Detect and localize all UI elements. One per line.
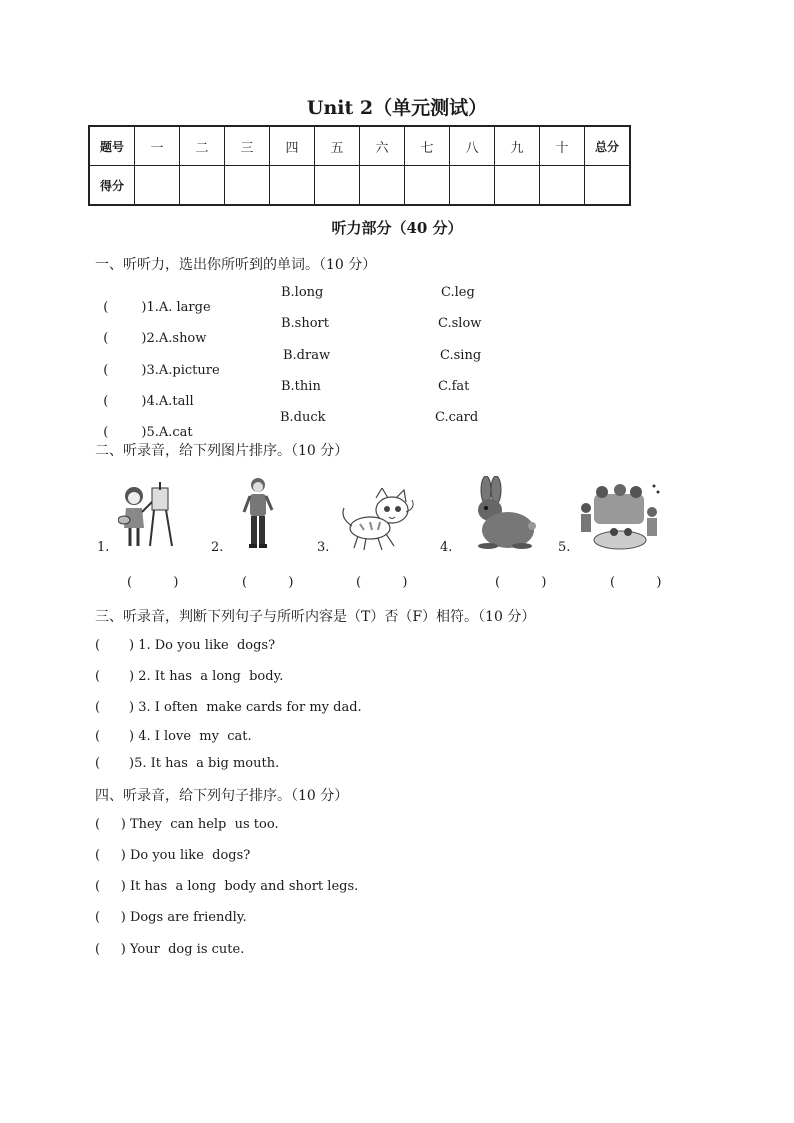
picture-number-1: 1. bbox=[97, 540, 110, 555]
section-subtitle: 听力部分（40 分） bbox=[331, 219, 463, 237]
section4-heading: 四、听录音，给下列句子排序。（10 分） bbox=[95, 788, 349, 804]
section3-heading: 三、听录音，判断下列句子与所听内容是（T）否（F）相符。（10 分） bbox=[95, 609, 536, 625]
score-cell: 八 bbox=[450, 126, 495, 166]
score-cell-total: 总分 bbox=[585, 126, 631, 166]
score-blank[interactable] bbox=[225, 166, 270, 206]
score-blank[interactable] bbox=[540, 166, 585, 206]
score-cell: 十 bbox=[540, 126, 585, 166]
s4-sentence-2: ( ) Do you like dogs? bbox=[95, 848, 251, 863]
picture-number-3: 3. bbox=[317, 540, 330, 555]
s1-q2-option-b: B.short bbox=[281, 316, 329, 331]
score-cell: 七 bbox=[405, 126, 450, 166]
s1-q1-option-c: C.leg bbox=[441, 285, 475, 300]
picture-answer-blank-2[interactable]: ( ) bbox=[242, 575, 294, 590]
score-cell: 一 bbox=[135, 126, 180, 166]
s1-q2-option-c: C.slow bbox=[438, 316, 482, 331]
s3-statement-5: ( )5. It has a big mouth. bbox=[95, 756, 280, 771]
girl-painting-image bbox=[118, 480, 180, 552]
s1-q2-option-a: ( )2.A.show bbox=[103, 331, 207, 346]
s1-q3-option-b: B.draw bbox=[283, 348, 331, 363]
s4-sentence-3: ( ) It has a long body and short legs. bbox=[95, 879, 359, 894]
picture-answer-blank-1[interactable]: ( ) bbox=[127, 575, 179, 590]
score-table-score-row bbox=[89, 166, 630, 206]
section2-heading: 二、听录音，给下列图片排序。（10 分） bbox=[95, 443, 349, 459]
score-row-label: 得分 bbox=[89, 166, 135, 206]
s4-sentence-5: ( ) Your dog is cute. bbox=[95, 942, 245, 957]
s1-q4-option-c: C.fat bbox=[438, 379, 470, 394]
s1-q5-option-a: ( )5.A.cat bbox=[103, 425, 193, 440]
s1-q1-option-b: B.long bbox=[281, 285, 324, 300]
score-cell: 九 bbox=[495, 126, 540, 166]
s1-q1-option-a: ( )1.A. large bbox=[103, 300, 211, 315]
cat-image bbox=[336, 488, 416, 552]
section1-heading: 一、听听力，选出你所听到的单词。（10 分） bbox=[95, 257, 377, 273]
s3-statement-2: ( ) 2. It has a long body. bbox=[95, 669, 284, 684]
picture-number-5: 5. bbox=[558, 540, 571, 555]
s4-sentence-4: ( ) Dogs are friendly. bbox=[95, 910, 247, 925]
score-blank[interactable] bbox=[450, 166, 495, 206]
s1-q4-option-b: B.thin bbox=[281, 379, 321, 394]
picture-number-4: 4. bbox=[440, 540, 453, 555]
score-cell: 四 bbox=[270, 126, 315, 166]
s3-statement-3: ( ) 3. I often make cards for my dad. bbox=[95, 700, 362, 715]
rabbit-image bbox=[466, 476, 536, 550]
picture-answer-blank-4[interactable]: ( ) bbox=[495, 575, 547, 590]
s3-statement-4: ( ) 4. I love my cat. bbox=[95, 729, 252, 744]
picture-answer-blank-3[interactable]: ( ) bbox=[356, 575, 408, 590]
s1-q5-option-c: C.card bbox=[435, 410, 479, 425]
score-cell-label: 题号 bbox=[89, 126, 135, 166]
score-cell: 二 bbox=[180, 126, 225, 166]
s1-q5-option-b: B.duck bbox=[280, 410, 326, 425]
s3-statement-1: ( ) 1. Do you like dogs? bbox=[95, 638, 276, 653]
s1-q3-option-c: C.sing bbox=[440, 348, 482, 363]
score-cell: 六 bbox=[360, 126, 405, 166]
score-cell: 五 bbox=[315, 126, 360, 166]
score-blank[interactable] bbox=[585, 166, 631, 206]
picture-number-2: 2. bbox=[211, 540, 224, 555]
score-table-header-row bbox=[89, 126, 630, 166]
s1-q3-option-a: ( )3.A.picture bbox=[103, 363, 220, 378]
score-table bbox=[88, 125, 631, 206]
score-blank[interactable] bbox=[495, 166, 540, 206]
score-blank[interactable] bbox=[315, 166, 360, 206]
page-title: Unit 2（单元测试） bbox=[306, 97, 488, 119]
score-blank[interactable] bbox=[405, 166, 450, 206]
score-blank[interactable] bbox=[270, 166, 315, 206]
picture-answer-blank-5[interactable]: ( ) bbox=[610, 575, 662, 590]
score-blank[interactable] bbox=[360, 166, 405, 206]
s4-sentence-1: ( ) They can help us too. bbox=[95, 817, 279, 832]
score-blank[interactable] bbox=[135, 166, 180, 206]
boy-standing-image bbox=[240, 476, 276, 552]
s1-q4-option-a: ( )4.A.tall bbox=[103, 394, 194, 409]
score-cell: 三 bbox=[225, 126, 270, 166]
score-blank[interactable] bbox=[180, 166, 225, 206]
family-picnic-image bbox=[574, 482, 664, 554]
